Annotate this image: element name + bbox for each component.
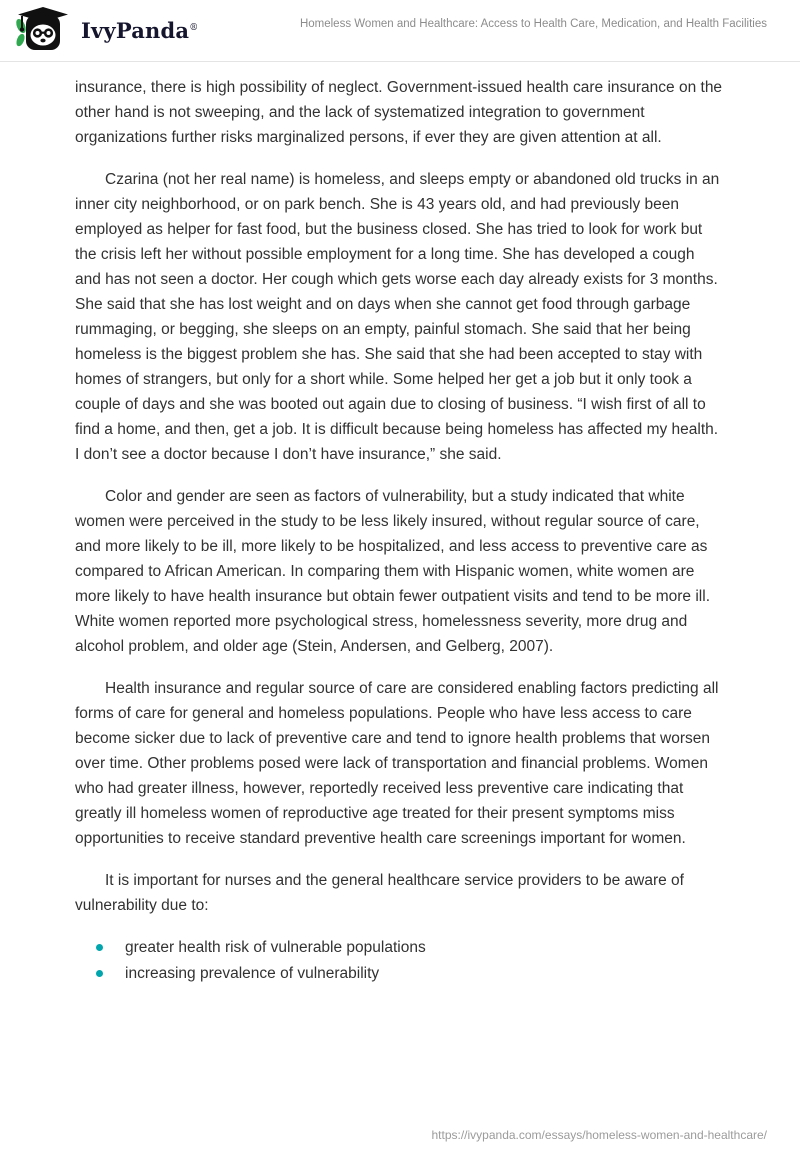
registered-mark: ® xyxy=(189,23,199,33)
paragraph: Czarina (not her real name) is homeless, and sleeps empty or abandoned old trucks in an inner city neighborhood, or on park bench. She is 43 years old, and had previously been employed as helper for fast food, but the business closed. She has tried to look for work but the crisis left her without possible employment for a long time. She has developed a cough and has not seen a doctor. Her cough which gets worse each day already exists for 3 months. She said that she has lost weight and on days when she cannot get food through garbage rummaging, or begging, she sleeps on an empty, painful stomach. She said that her being homeless is the biggest problem she has. She said that she had been accepted to stay with homes of strangers, but only for a short while. Some helped her get a job but it only took a couple of days and she was booted out again due to closing of business. “I wish first of all to find a home, and then, get a job. It is difficult because being homeless has affected my health. I don’t see a doctor because I don’t have insurance,” she said. xyxy=(75,171,720,463)
brand-name: IvyPanda® xyxy=(81,18,199,43)
paragraph: insurance, there is high possibility of neglect. Government-issued health care insurance on the other hand is not sweeping, and the lack of systematized integration to government organizations further risks marginalized persons, if ever they are given attention at all. xyxy=(75,79,723,146)
page-header xyxy=(0,0,800,62)
document-title: Homeless Women and Healthcare: Access to Health Care, Medication, and Health Facilities xyxy=(299,17,767,30)
source-url-link[interactable]: https://ivypanda.com/essays/homeless-women-and-healthcare/ xyxy=(431,1128,767,1142)
paragraph: Health insurance and regular source of care are considered enabling factors predicting all forms of care for general and homeless populations. People who have less access to care become sicker due to lack of preventive care and tend to ignore health problems that worsen over time. Other problems posed were lack of transportation and financial problems. Women who had greater illness, however, reportedly received less preventive care indicating that greatly ill homeless women of reproductive age treated for their present symptoms miss opportunities to receive standard preventive health care screenings important for women. xyxy=(75,680,719,847)
vulnerability-bullet-list xyxy=(75,935,723,986)
paragraph: Color and gender are seen as factors of vulnerability, but a study indicated that white women were perceived in the study to be less likely insured, without regular source of care, and more likely to be ill, more likely to be hospitalized, and less access to preventive care as compared to African American. In comparing them with Hispanic women, white women are more likely to have health insurance but obtain fewer outpatient visits and tend to be more ill. White women reported more psychological stress, homelessness severity, more drug and alcohol problem, and older age (Stein, Andersen, and Gelberg, 2007). xyxy=(75,488,711,655)
brand-lockup xyxy=(14,7,198,54)
bullet-item: greater health risk of vulnerable populations xyxy=(75,935,723,960)
essay-body xyxy=(0,62,800,986)
bullet-item: increasing prevalence of vulnerability xyxy=(75,961,723,986)
paragraph: It is important for nurses and the general healthcare service providers to be aware of vulnerability due to: xyxy=(75,872,684,914)
ivypanda-logo-icon xyxy=(14,7,72,54)
page-footer xyxy=(432,1126,768,1144)
